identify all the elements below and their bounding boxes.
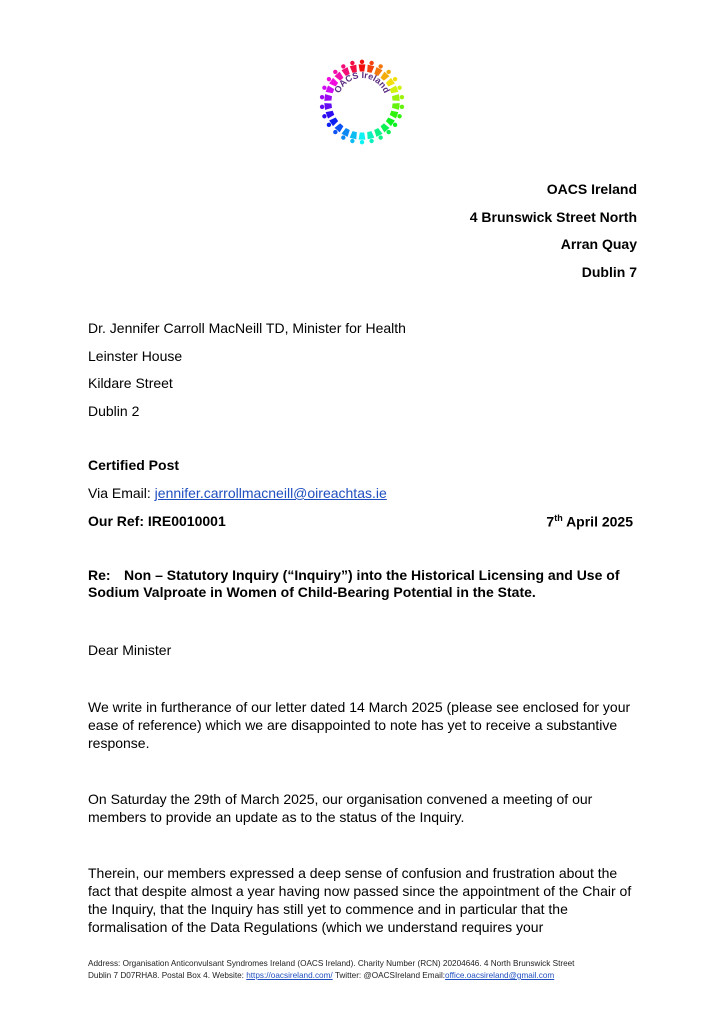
- paragraph-1: We write in furtherance of our letter dated 14 March 2025 (please see enclosed for your ease of reference) which we are disappointed to note has yet to receive a substantive response.: [88, 699, 631, 751]
- date-suffix: th: [554, 513, 563, 523]
- logo-figure: [349, 131, 358, 144]
- oacs-logo: [316, 56, 408, 148]
- certified-post-label: Certified Post: [88, 457, 180, 473]
- logo-figure: [366, 131, 375, 144]
- sender-area: Arran Quay: [560, 236, 637, 252]
- paragraph-3: Therein, our members expressed a deep sense of confusion and frustration about the fact that despite almost a year having now passed since the appointment of the Chair of the Inquiry, that the Inquiry has still yet to commence and in particular that the formalisation of the Data Regulations (which we understand requires your: [88, 865, 632, 935]
- subject-line: [88, 567, 638, 601]
- date-day: 7: [546, 513, 555, 530]
- recipient-address: [88, 315, 406, 425]
- logo-figure: [359, 60, 366, 72]
- footer-website-link[interactable]: https://oacsireland.com/: [246, 971, 333, 980]
- recipient-building: Leinster House: [88, 347, 183, 364]
- subject-text: Non – Statutory Inquiry (“Inquiry”) into the Historical Licensing and Use of Sodium Valproate in Women of Child-Bearing Potential in the State.: [88, 567, 620, 600]
- logo-figure: [392, 94, 405, 102]
- via-email-line: [88, 485, 387, 501]
- logo-figure: [321, 110, 335, 121]
- sender-name: OACS Ireland: [546, 181, 637, 197]
- logo-figure: [359, 133, 366, 145]
- sender-address: [470, 176, 637, 286]
- paragraph-2: On Saturday the 29th of March 2025, our organisation convened a meeting of our members to provide an update as to the status of the Inquiry.: [88, 791, 593, 825]
- logo-figure: [392, 102, 405, 110]
- logo-figure: [319, 102, 332, 110]
- salutation: Dear Minister: [88, 642, 172, 658]
- logo-text: OACS Ireland: [332, 69, 392, 95]
- footer-contact: [88, 970, 648, 982]
- reference-row: [88, 513, 633, 530]
- logo-figure: [389, 110, 403, 121]
- date-rest: April 2025: [562, 513, 633, 530]
- footer-email-link[interactable]: office.oacsireland@gmail.com: [445, 971, 555, 980]
- footer: [88, 958, 648, 982]
- via-email-label: Via Email:: [88, 485, 155, 501]
- footer-twitter: Twitter: @OACSIreland Email:: [332, 971, 446, 980]
- subject-label: Re:: [88, 567, 111, 583]
- our-ref: Our Ref: IRE0010001: [88, 513, 226, 529]
- logo-figure: [319, 94, 332, 102]
- sender-street: 4 Brunswick Street North: [469, 208, 637, 225]
- logo-figure: [389, 84, 403, 95]
- footer-postal: Dublin 7 D07RHA8. Postal Box 4. Website:: [88, 971, 247, 980]
- recipient-email-link[interactable]: jennifer.carrollmacneill@oireachtas.ie: [154, 485, 387, 501]
- sender-city: Dublin 7: [581, 263, 637, 280]
- recipient-street: Kildare Street: [88, 375, 173, 391]
- recipient-name: Dr. Jennifer Carroll MacNeill TD, Minister for Health: [88, 320, 406, 336]
- letter-date: [546, 513, 633, 530]
- recipient-city: Dublin 2: [88, 402, 140, 419]
- footer-address: Address: Organisation Anticonvulsant Syndromes Ireland (OACS Ireland). Charity Number (RCN) 20204646. 4 North Brunswick Street: [88, 959, 575, 968]
